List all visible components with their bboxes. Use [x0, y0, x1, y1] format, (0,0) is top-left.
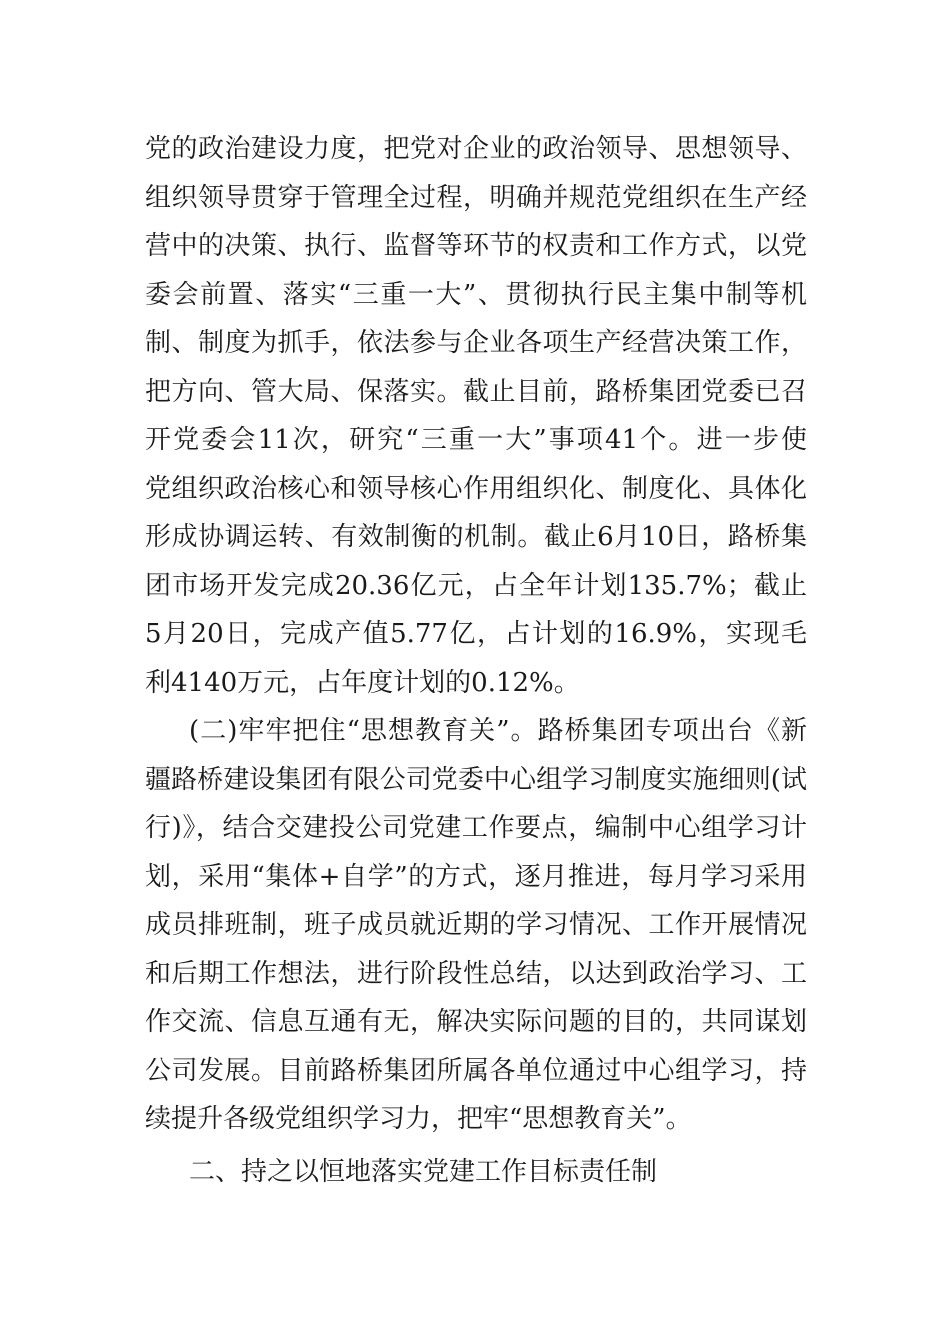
paragraph-line: 和后期工作想法，进行阶段性总结，以达到政治学习、工 [145, 958, 807, 989]
paragraph-1 [145, 125, 807, 707]
paragraph-line: 划，采用“集体+自学”的方式，逐月推进，每月学习采用 [145, 861, 807, 892]
paragraph-line: 开党委会11次，研究“三重一大”事项41个。进一步使 [145, 425, 807, 455]
paragraph-line: 组织领导贯穿于管理全过程，明确并规范党组织在生产经 [145, 182, 807, 213]
paragraph-line: 形成协调运转、有效制衡的机制。截止6月10日，路桥集 [145, 522, 807, 552]
paragraph-line: (二)牢牢把住“思想教育关”。路桥集团专项出台《新 [189, 716, 807, 746]
paragraph-line: 营中的决策、执行、监督等环节的权责和工作方式，以党 [145, 231, 807, 261]
paragraph-2 [145, 707, 807, 1144]
section-heading: 二、持之以恒地落实党建工作目标责任制 [189, 1156, 658, 1187]
paragraph-line: 疆路桥建设集团有限公司党委中心组学习制度实施细则(试 [145, 764, 807, 795]
paragraph-line: 制、制度为抓手，依法参与企业各项生产经营决策工作， [145, 328, 807, 358]
paragraph-line: 党组织政治核心和领导核心作用组织化、制度化、具体化 [145, 473, 807, 504]
paragraph-line: 党的政治建设力度，把党对企业的政治领导、思想领导、 [145, 134, 807, 164]
body-text [145, 125, 807, 1196]
paragraph-line: 公司发展。目前路桥集团所属各单位通过中心组学习，持 [145, 1055, 807, 1086]
paragraph-line: 作交流、信息互通有无，解决实际问题的目的，共同谋划 [145, 1007, 807, 1037]
paragraph-line: 行)》，结合交建投公司党建工作要点，编制中心组学习计 [145, 813, 807, 843]
paragraph-line: 委会前置、落实“三重一大”、贯彻执行民主集中制等机 [145, 279, 807, 310]
paragraph-line: 5月20日，完成产值5.77亿，占计划的16.9%，实现毛 [145, 619, 807, 649]
paragraph-line: 续提升各级党组织学习力，把牢“思想教育关”。 [145, 1104, 692, 1134]
paragraph-line: 团市场开发完成20.36亿元，占全年计划135.7%；截止 [145, 570, 807, 601]
paragraph-line: 把方向、管大局、保落实。截止目前，路桥集团党委已召 [145, 376, 807, 407]
paragraph-line: 成员排班制，班子成员就近期的学习情况、工作开展情况 [145, 910, 807, 940]
paragraph-line: 利4140万元，占年度计划的0.12%。 [145, 667, 580, 698]
